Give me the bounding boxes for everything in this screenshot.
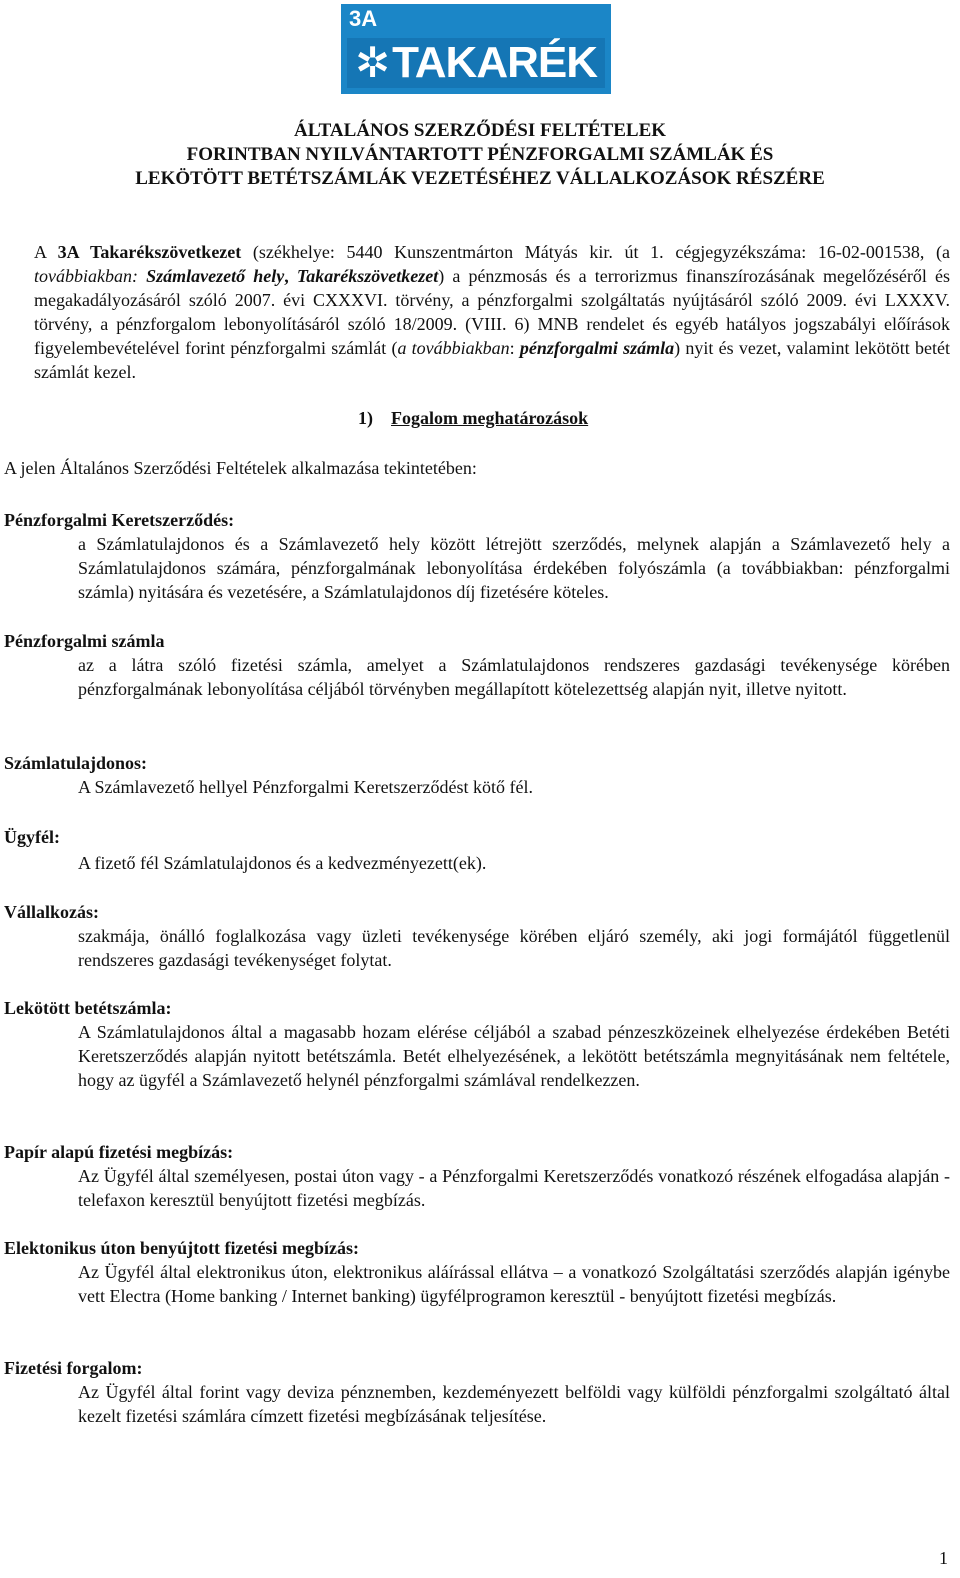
intro-text-2: (székhelye: 5440 Kunszentmárton Mátyás kir. út 1. cégjegyzékszáma: 16-02-001538, (a [241,242,950,262]
definition-desc: Az Ügyfél által forint vagy deviza pénznemben, kezdeményezett belföldi vagy külföldi pénzforgalmi szolgáltató által kezelt fizetési számlára címzett fizetési megbízásának teljesítése. [78,1382,950,1426]
intro-comma: , [284,266,297,286]
term-szamlavezeto-hely: Számlavezető hely [146,266,285,286]
definition-term: Fizetési forgalom: [4,1358,143,1378]
lead-sentence: A jelen Általános Szerződési Feltételek alkalmazása tekintetében: [4,458,477,478]
intro-text-1: A [34,242,58,262]
intro-space [138,266,146,286]
section-number: 1) [358,408,373,428]
intro-further-2: a továbbiakban [397,338,510,358]
intro-text-4: ) nyit és vezet, valamint lekötött betét számlát kezel. [34,338,950,382]
definition-term: Lekötött betétszámla: [4,998,172,1018]
definition-desc: A fizető fél Számlatulajdonos és a kedvezményezett(ek). [78,853,487,873]
term-penzforgalmi-szamla: pénzforgalmi számla [519,338,675,358]
intro-paragraph [34,240,950,384]
definition-desc: Az Ügyfél által személyesen, postai úton vagy - a Pénzforgalmi Keretszerződés vonatkozó részének elfogadása alapján - telefaxon keresztül benyújtott fizetési megbízás. [78,1166,950,1210]
intro-further-1: továbbiakban: [34,266,138,286]
definition-item [4,751,950,799]
definition-desc: A Számlatulajdonos által a magasabb hozam elérése céljából a szabad pénzeszközeinek elhelyezése érdekében Betéti Keretszerződés alapján nyitott betétszámla. Betét elhelyezésének, a lekötött betétszámla megnyitásának nem feltétele, hogy az ügyfél a Számlavezető helynél pénzforgalmi számlával rendelkezzen. [78,1022,950,1090]
definition-desc: a Számlatulajdonos és a Számlavezető hely között létrejött szerződés, melynek alapján a Számlavezető hely a Számlatulajdonos számára, pénzforgalmának lebonyolítása érdekében folyószámla (a továbbiakban: pénzforgalmi számla) nyitására és vezetésére, a Számlatulajdonos díj fizetésére köteles. [78,534,950,602]
definition-item [4,1236,950,1308]
definition-item [4,1140,950,1212]
definition-item [4,629,950,701]
title-line-2: FORINTBAN NYILVÁNTARTOTT PÉNZFORGALMI SZÁMLÁK ÉS [186,144,774,165]
title-line-1: ÁLTALÁNOS SZERZŐDÉSI FELTÉTELEK [293,120,667,141]
definition-item [4,1356,950,1428]
term-takarekszovetkezet: Takarékszövetkezet [296,266,439,286]
page-number: 1 [939,1548,948,1568]
definition-term: Elektonikus úton benyújtott fizetési megbízás: [4,1238,359,1258]
definition-term: Pénzforgalmi Keretszerződés: [4,510,235,530]
definition-desc: A Számlavezető hellyel Pénzforgalmi Keretszerződést kötő fél. [78,777,534,797]
logo-wordmark [347,38,605,88]
definition-desc: Az Ügyfél által elektronikus úton, elektronikus aláírással ellátva – a vonatkozó Szolgáltatási szerződés alapján igénybe vett Electra (Home banking / Internet banking) ügyfélprogramon keresztül - benyújtott fizetési megbízás. [78,1262,950,1306]
document-title [0,119,960,191]
definition-item [4,508,950,604]
intro-text-3: ) a pénzmosás és a terrorizmus finanszírozásának megelőzéséről és megakadályozásáról szóló 2007. évi CXXXVI. törvény, a pénzforgalmi szolgáltatás nyújtásáról szóló 2009. évi LXXXV. törvény, a pénzforgalom lebonyolításáról szóló 18/2009. (VIII. 6) MNB rendelet és egyéb hatályos jogszabályi előírások figyelembevételével forint pénzforgalmi számlát ( [34,266,951,358]
bank-logo [341,4,611,94]
definition-term: Vállalkozás: [4,902,100,922]
definition-term: Pénzforgalmi számla [4,631,165,651]
section-heading [358,408,588,429]
definition-term: Papír alapú fizetési megbízás: [4,1142,234,1162]
definition-term: Számlatulajdonos: [4,753,148,773]
definition-desc: az a látra szóló fizetési számla, amelyet a Számlatulajdonos rendszeres gazdasági tevékenysége körében pénzforgalmának lebonyolítása céljából törvényben megállapított kötelezettség alapján nyit, illetve nyitott. [78,655,950,699]
star-icon: ✲ [354,38,391,87]
title-line-3: LEKÖTÖTT BETÉTSZÁMLÁK VEZETÉSÉHEZ VÁLLALKOZÁSOK RÉSZÉRE [135,168,825,189]
definition-term: Ügyfél: [4,827,60,847]
definition-item [4,996,950,1092]
logo-brand-text: TAKARÉK [392,38,598,87]
bank-name: 3A Takarékszövetkezet [57,242,242,262]
section-title: Fogalom meghatározások [391,408,589,428]
definition-item [4,825,950,875]
logo-prefix: 3A [349,6,378,31]
intro-colon: : [509,338,520,358]
definition-desc: szakmája, önálló foglalkozása vagy üzleti tevékenysége körében eljáró személy, aki jogi formájától függetlenül rendszeres gazdasági tevékenységet folytat. [78,926,950,970]
definition-item [4,900,950,972]
